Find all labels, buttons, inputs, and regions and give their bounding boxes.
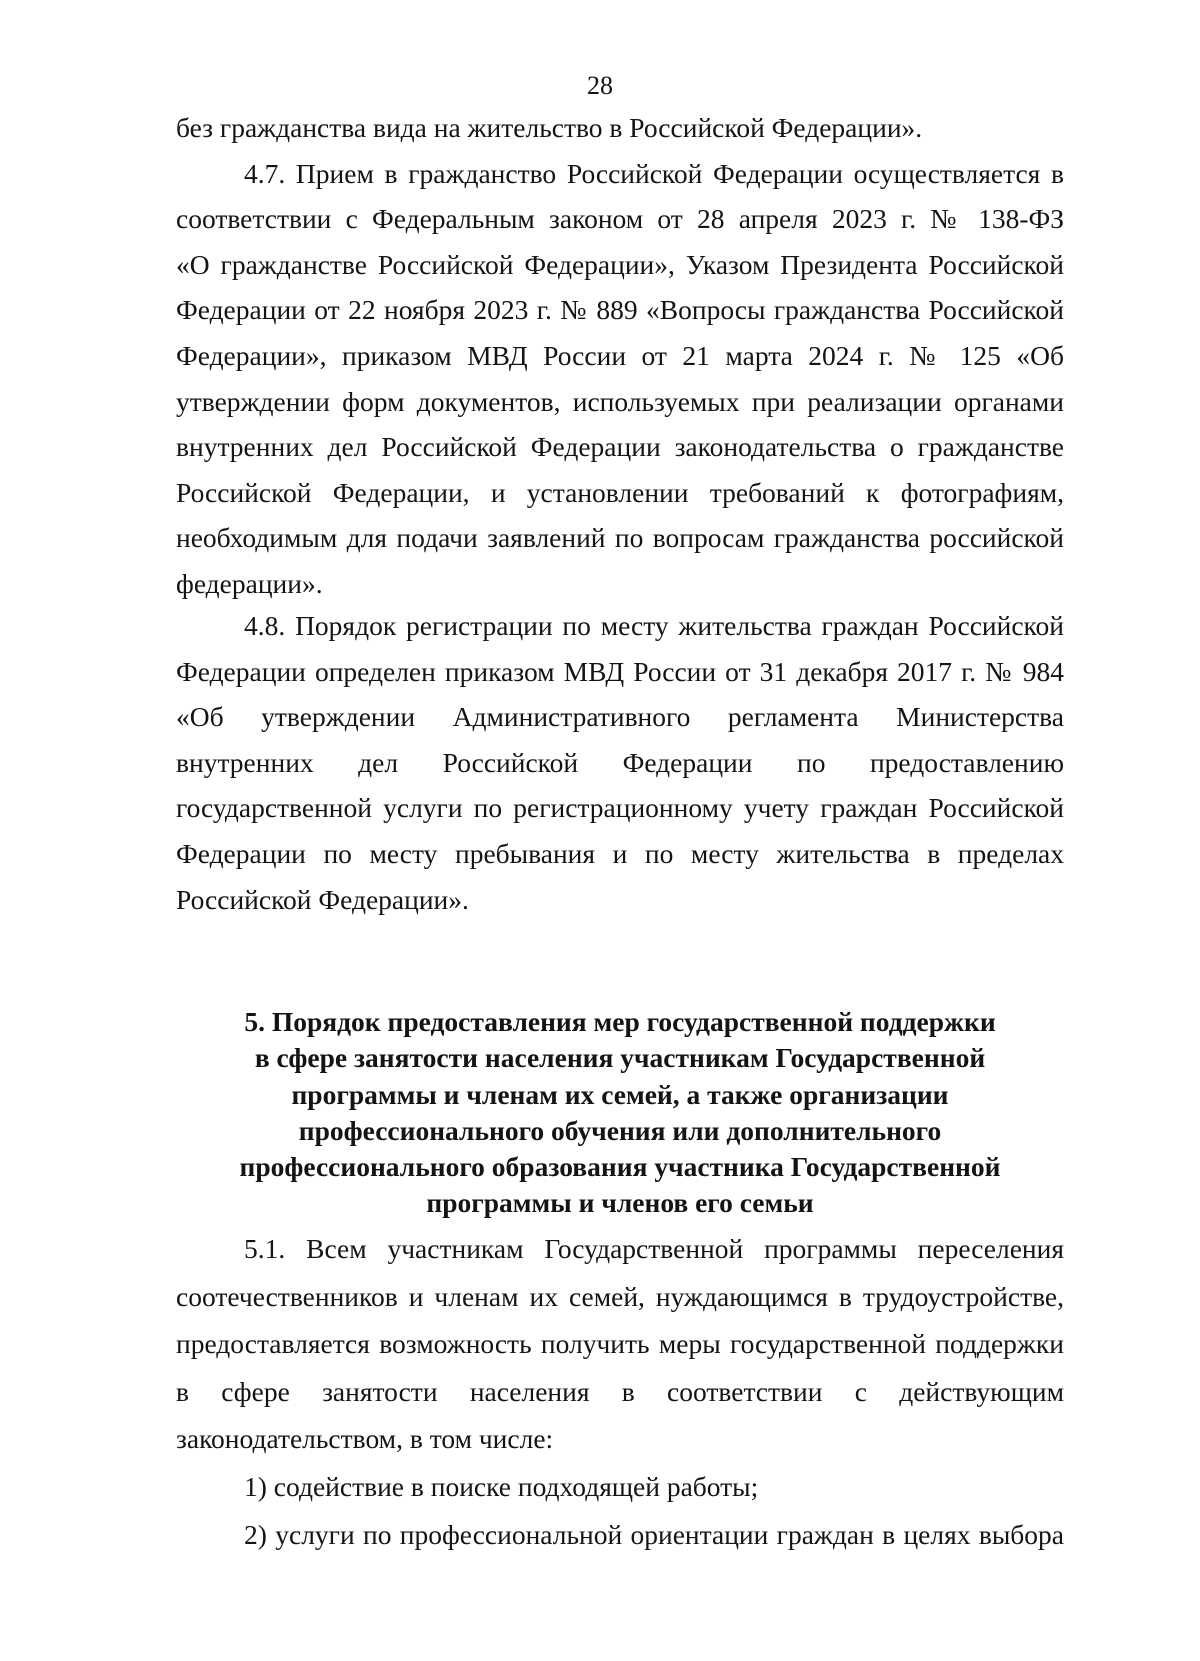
text-line: 4.8. Порядок регистрации по месту жительства граждан Российской bbox=[244, 610, 1064, 641]
text-line: предоставляется возможность получить меры государственной поддержки bbox=[176, 1328, 1064, 1360]
text-line: Федерации», приказом МВД России от 21 марта 2024 г. № 125 «Об bbox=[176, 339, 1064, 371]
text-line: в сфере занятости населения в соответствии с действующим bbox=[176, 1375, 1064, 1407]
text-line: утверждении форм документов, используемых при реализации органами bbox=[176, 385, 1064, 417]
text-line: государственной услуги по регистрационному учету граждан Российской bbox=[176, 792, 1064, 824]
heading-line: 5. Порядок предоставления мер государственной поддержки bbox=[244, 1006, 996, 1037]
text-line: внутренних дел Российской Федерации законодательства о гражданстве bbox=[176, 431, 1064, 463]
text-line: «Об утверждении Административного регламента Министерства bbox=[176, 701, 1064, 733]
text-line: Федерации от 22 ноября 2023 г. № 889 «Вопросы гражданства Российской bbox=[176, 294, 1064, 326]
list-item: 1) содействие в поиске подходящей работы; bbox=[244, 1470, 759, 1502]
text-line: соответствии с Федеральным законом от 28 апреля 2023 г. № 138-ФЗ bbox=[176, 203, 1064, 235]
heading-line: программы и членам их семей, а также организации bbox=[291, 1078, 949, 1110]
heading-line: в сфере занятости населения участникам Государственной bbox=[254, 1042, 986, 1074]
text-line: Федерации определен приказом МВД России от 31 декабря 2017 г. № 984 bbox=[176, 655, 1064, 687]
text-line: внутренних дел Российской Федерации по предоставлению bbox=[176, 746, 1064, 778]
text-line: «О гражданстве Российской Федерации», Указом Президента Российской bbox=[176, 248, 1064, 280]
paragraph-4-7 bbox=[176, 151, 1064, 607]
text-line: 4.7. Прием в гражданство Российской Федерации осуществляется в bbox=[244, 157, 1064, 189]
text-line: Федерации по месту пребывания и по месту жительства в пределах bbox=[176, 837, 1064, 869]
text-line: без гражданства вида на жительство в Российской Федерации». bbox=[176, 112, 923, 143]
heading-line: программы и членов его семьи bbox=[426, 1187, 814, 1219]
body-text-upper bbox=[176, 105, 1064, 607]
heading-line: профессионального обучения или дополнительного bbox=[298, 1114, 942, 1146]
text-line: Российской Федерации». bbox=[176, 883, 469, 915]
paragraph-5-1 bbox=[176, 1225, 1064, 1558]
text-line: необходимым для подачи заявлений по вопросам гражданства российской bbox=[176, 522, 1064, 554]
heading-line: профессионального образования участника Государственной bbox=[239, 1151, 1001, 1183]
page-number: 28 bbox=[587, 71, 613, 100]
paragraph-4-8 bbox=[176, 603, 1064, 922]
section-heading bbox=[176, 1004, 1064, 1222]
text-line: соотечественников и членам их семей, нуждающимся в трудоустройстве, bbox=[176, 1280, 1064, 1312]
text-line: законодательством, в том числе: bbox=[176, 1423, 554, 1455]
list-item: 2) услуги по профессиональной ориентации граждан в целях выбора bbox=[244, 1518, 1064, 1550]
text-line: федерации». bbox=[176, 567, 323, 599]
text-line: Российской Федерации, и установлении требований к фотографиям, bbox=[176, 476, 1064, 508]
text-line: 5.1. Всем участникам Государственной программы переселения bbox=[244, 1233, 1064, 1264]
